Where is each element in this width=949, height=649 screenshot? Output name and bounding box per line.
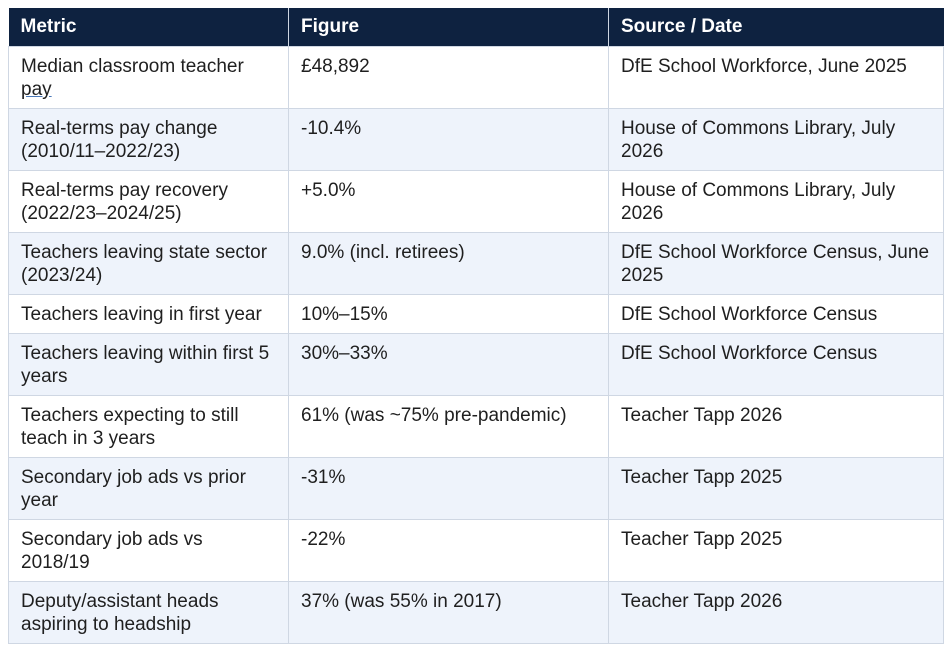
metric-cell: Real-terms pay change (2010/11–2022/23) <box>9 109 289 171</box>
table-row <box>9 171 944 233</box>
table-row <box>9 47 944 109</box>
source-cell: DfE School Workforce, June 2025 <box>609 47 944 109</box>
source-cell: DfE School Workforce Census <box>609 295 944 334</box>
table-row <box>9 233 944 295</box>
metric-cell: Teachers leaving in first year <box>9 295 289 334</box>
figure-cell: +5.0% <box>289 171 609 233</box>
metric-cell: Teachers leaving state sector (2023/24) <box>9 233 289 295</box>
metrics-table <box>8 8 944 644</box>
source-cell: Teacher Tapp 2026 <box>609 582 944 644</box>
metric-cell: Secondary job ads vs prior year <box>9 458 289 520</box>
figure-cell: 10%–15% <box>289 295 609 334</box>
metric-cell <box>9 47 289 109</box>
header-source-date: Source / Date <box>609 8 944 47</box>
figure-cell: -31% <box>289 458 609 520</box>
data-table-container <box>8 8 943 644</box>
metric-link[interactable]: pay <box>21 79 52 100</box>
source-cell: Teacher Tapp 2026 <box>609 396 944 458</box>
source-cell: House of Commons Library, July 2026 <box>609 109 944 171</box>
metric-cell: Teachers leaving within first 5 years <box>9 334 289 396</box>
metric-cell: Secondary job ads vs 2018/19 <box>9 520 289 582</box>
source-cell: Teacher Tapp 2025 <box>609 458 944 520</box>
figure-cell: -22% <box>289 520 609 582</box>
figure-cell: 61% (was ~75% pre-pandemic) <box>289 396 609 458</box>
figure-cell: 37% (was 55% in 2017) <box>289 582 609 644</box>
source-cell: House of Commons Library, July 2026 <box>609 171 944 233</box>
metric-cell: Real-terms pay recovery (2022/23–2024/25) <box>9 171 289 233</box>
table-row <box>9 458 944 520</box>
table-row <box>9 520 944 582</box>
figure-cell: £48,892 <box>289 47 609 109</box>
source-cell: Teacher Tapp 2025 <box>609 520 944 582</box>
table-header-row <box>9 8 944 47</box>
metric-text: Median classroom teacher <box>21 56 244 77</box>
metric-cell: Teachers expecting to still teach in 3 years <box>9 396 289 458</box>
table-row <box>9 295 944 334</box>
source-cell: DfE School Workforce Census, June 2025 <box>609 233 944 295</box>
metric-cell: Deputy/assistant heads aspiring to headship <box>9 582 289 644</box>
figure-cell: 30%–33% <box>289 334 609 396</box>
table-row <box>9 396 944 458</box>
figure-cell: -10.4% <box>289 109 609 171</box>
source-cell: DfE School Workforce Census <box>609 334 944 396</box>
table-row <box>9 334 944 396</box>
figure-cell: 9.0% (incl. retirees) <box>289 233 609 295</box>
table-row <box>9 109 944 171</box>
header-figure: Figure <box>289 8 609 47</box>
header-metric: Metric <box>9 8 289 47</box>
table-row <box>9 582 944 644</box>
